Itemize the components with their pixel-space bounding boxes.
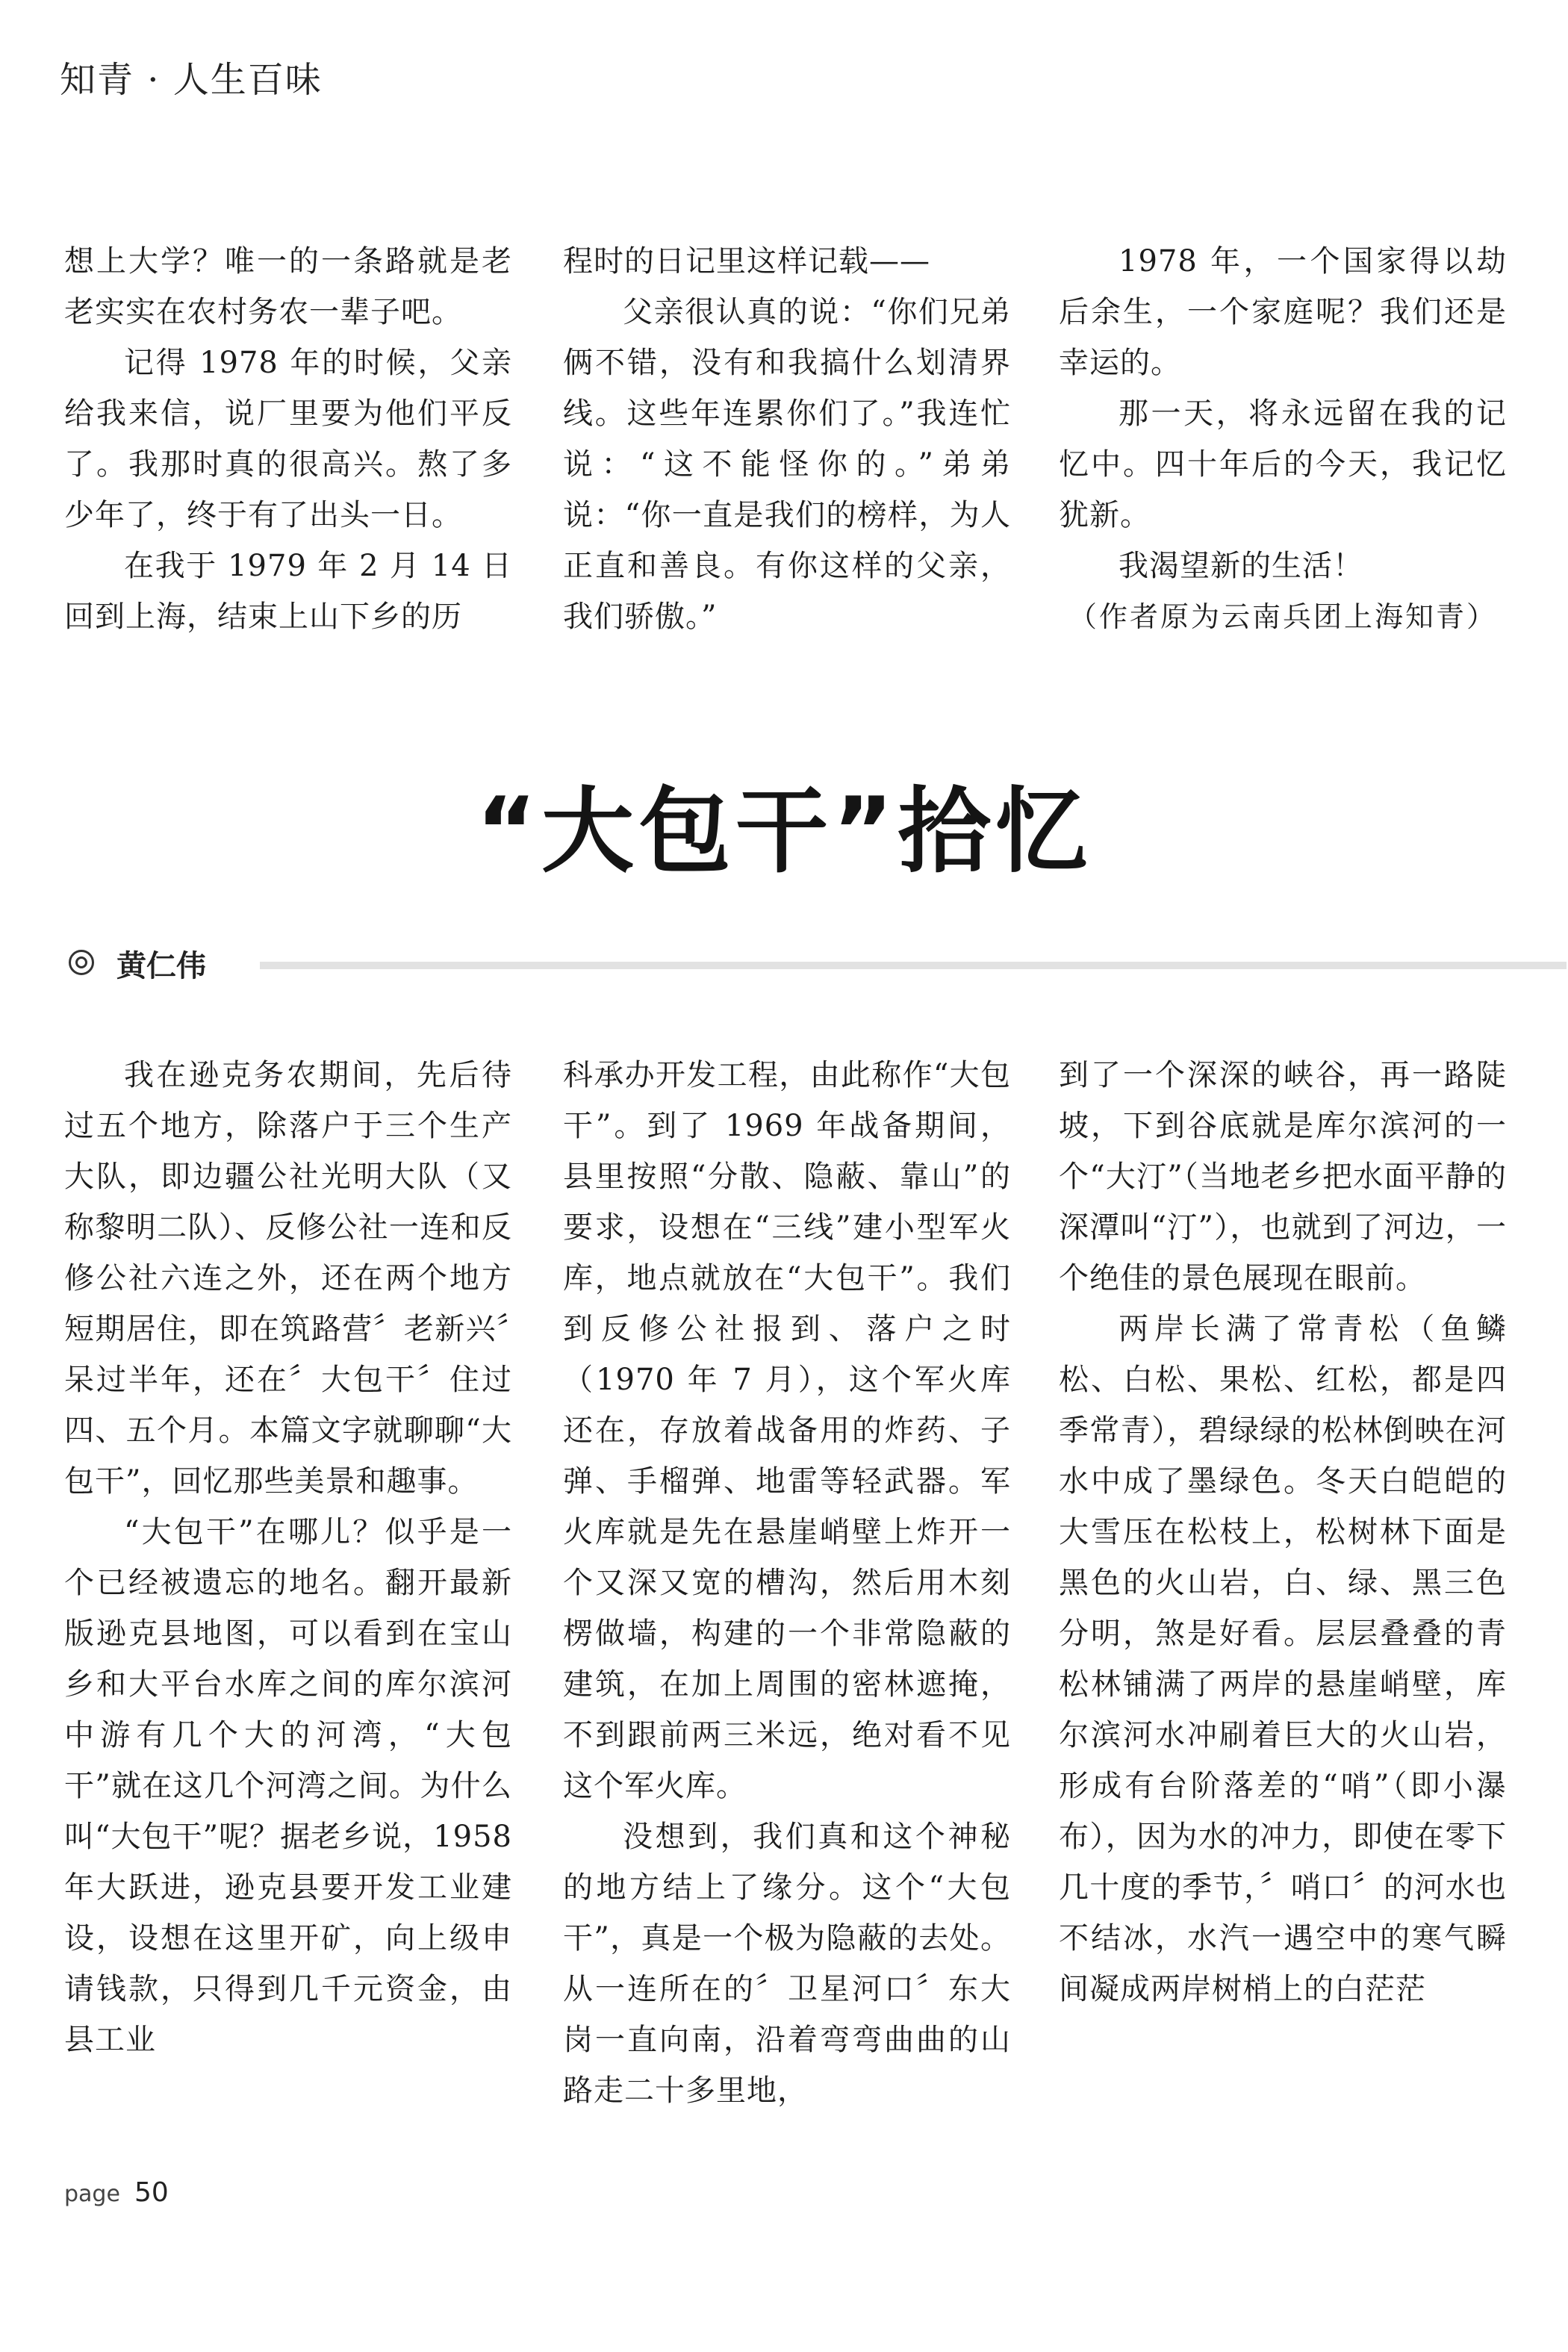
article-title: “大包干”拾忆	[476, 778, 1092, 886]
paragraph: 没想到，我们真和这个神秘的地方结上了缘分。这个“大包干”，真是一个极为隐蔽的去处。从一连所在的〞卫星河口〞东大岗一直向南，沿着弯弯曲曲的山路走二十多里地，	[563, 1820, 1011, 2108]
section-header: 知青 · 人生百味	[60, 59, 323, 101]
paragraph: 父亲很认真的说：“你们兄弟俩不错，没有和我搞什么划清界线。这些年连累你们了。”我连忙说：“这不能怪你的。”弟弟说：“你一直是我们的榜样，为人正直和善良。有你这样的父亲，我们骄傲。”	[563, 295, 1011, 634]
article-column-1	[64, 1050, 512, 2132]
paragraph: “大包干”在哪儿？似乎是一个已经被遗忘的地名。翻开最新版逊克县地图，可以看到在宝山乡和大平台水库之间的库尔滨河中游有几个大的河湾，“大包干”就在这几个河湾之间。为什么叫“大包干”呢？据老乡说，1958 年大跃进，逊克县要开发工业建设，设想在这里开矿，向上级申请钱款，只得到几千元资金，由县工业	[64, 1515, 512, 2057]
prev-article-column-1	[64, 236, 512, 639]
page-label: page	[64, 2181, 120, 2207]
prev-article-column-2	[563, 236, 1011, 639]
paragraph: 程时的日记里这样记载——	[563, 244, 930, 279]
paragraph: 我在逊克务农期间，先后待过五个地方，除落户于三个生产大队，即边疆公社光明大队（又称黎明二队）、反修公社一连和反修公社六连之外，还在两个地方短期居住，即在筑路营〞老新兴〞呆过半年，还在〞大包干〞住过四、五个月。本篇文字就聊聊“大包干”，回忆那些美景和趣事。	[64, 1058, 512, 1499]
author-name: 黄仁伟	[116, 949, 206, 983]
paragraph: 那一天，将永远留在我的记忆中。四十年后的今天，我记忆犹新。	[1059, 396, 1507, 532]
prev-article-column-3	[1059, 236, 1507, 639]
paragraph: 科承办开发工程，由此称作“大包干”。到了 1969 年战备期间，县里按照“分散、隐蔽、靠山”的要求，设想在“三线”建小型军火库，地点就放在“大包干”。我们到反修公社报到、落户之时（1970 年 7 月），这个军火库还在，存放着战备用的炸药、子弹、手榴弹、地雷等轻武器。军火库就是先在悬崖峭壁上炸开一个又深又宽的槽沟，然后用木刻楞做墙，构建的一个非常隐蔽的建筑，在加上周围的密林遮掩，不到跟前两三米远，绝对看不见这个军火库。	[563, 1058, 1011, 1803]
article-column-2	[563, 1050, 1011, 2132]
page-number: 50	[134, 2177, 169, 2208]
article-column-3	[1059, 1050, 1507, 2132]
paragraph: 1978 年，一个国家得以劫后余生，一个家庭呢？我们还是幸运的。	[1059, 244, 1507, 380]
divider	[260, 962, 1567, 969]
paragraph: 到了一个深深的峡谷，再一路陡坡，下到谷底就是库尔滨河的一个“大汀”（当地老乡把水面平静的深潭叫“汀”），也就到了河边，一个绝佳的景色展现在眼前。	[1059, 1058, 1507, 1295]
paragraph: 我渴望新的生活！	[1119, 549, 1363, 583]
page-footer	[64, 2177, 169, 2208]
paragraph: 想上大学？唯一的一条路就是老老实实在农村务农一辈子吧。	[64, 244, 512, 329]
paragraph: 记得 1978 年的时候，父亲给我来信，说厂里要为他们平反了。我那时真的很高兴。熬了多少年了，终于有了出头一日。	[64, 346, 512, 532]
author-row	[69, 942, 1502, 995]
author-note: （作者原为云南兵团上海知青）	[1068, 600, 1497, 633]
bullseye-icon	[69, 950, 94, 975]
paragraph: 在我于 1979 年 2 月 14 日回到上海，结束上山下乡的历	[64, 549, 512, 634]
paragraph: 两岸长满了常青松（鱼鳞松、白松、果松、红松，都是四季常青），碧绿绿的松林倒映在河水中成了墨绿色。冬天白皑皑的大雪压在松枝上，松树林下面是黑色的火山岩，白、绿、黑三色分明，煞是好看。层层叠叠的青松林铺满了两岸的悬崖峭壁，库尔滨河水冲刷着巨大的火山岩，形成有台阶落差的“哨”（即小瀑布），因为水的冲力，即使在零下几十度的季节，〞哨口〞的河水也不结冰，水汽一遇空中的寒气瞬间凝成两岸树梢上的白茫茫	[1059, 1312, 1507, 2006]
